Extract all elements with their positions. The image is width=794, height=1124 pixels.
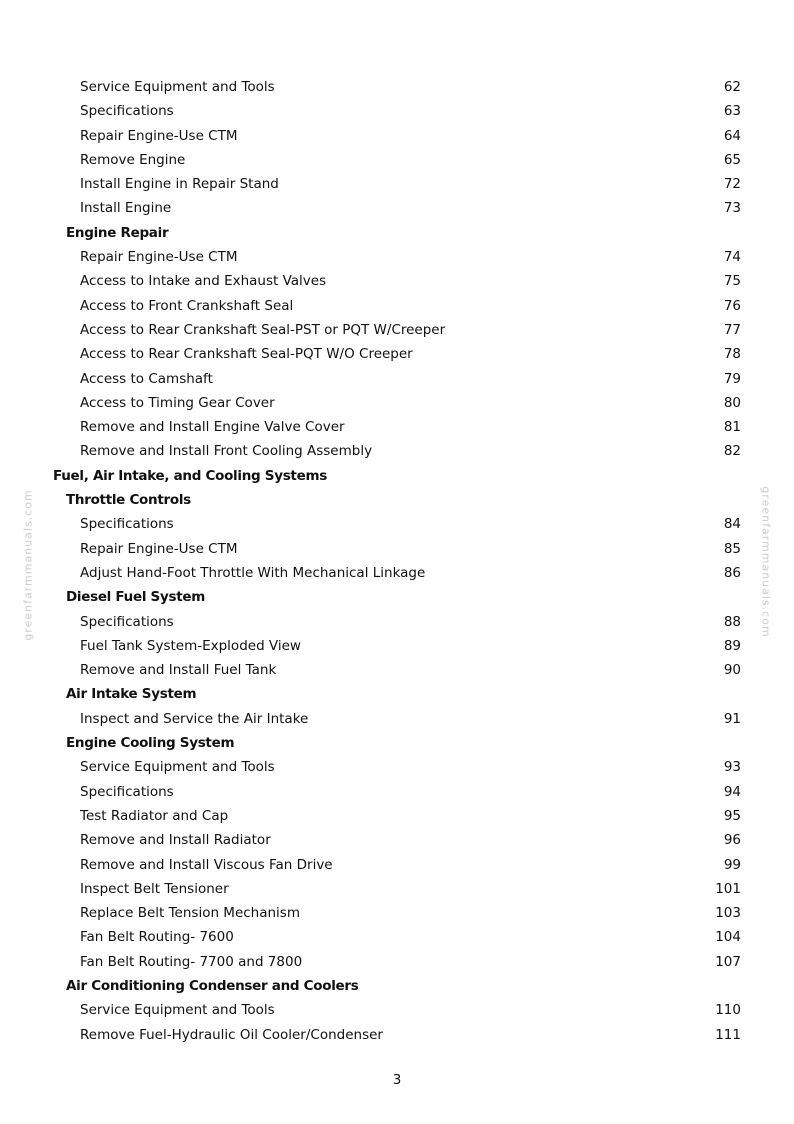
toc-entry-page: 74 bbox=[723, 249, 741, 266]
toc-entry-page: 79 bbox=[723, 370, 741, 387]
toc-entry[interactable] bbox=[0, 391, 794, 415]
toc-entry-label: Access to Rear Crankshaft Seal-PQT W/O Creeper bbox=[80, 346, 413, 363]
toc-entry[interactable] bbox=[0, 512, 794, 536]
toc-entry-page: 85 bbox=[723, 540, 741, 557]
toc-entry-label: Remove and Install Front Cooling Assembly bbox=[80, 443, 373, 460]
toc-entry-page: 91 bbox=[723, 710, 741, 727]
toc-entry-page: 63 bbox=[723, 103, 741, 120]
toc-entry-page: 86 bbox=[723, 564, 741, 581]
toc-entry-label: Install Engine in Repair Stand bbox=[80, 176, 279, 193]
toc-entry-label: Service Equipment and Tools bbox=[80, 759, 275, 776]
page-number: 3 bbox=[392, 1072, 402, 1088]
toc-entry-label: Fan Belt Routing- 7600 bbox=[80, 929, 234, 946]
toc-entry-label: Specifications bbox=[80, 103, 174, 120]
toc-entry[interactable] bbox=[0, 755, 794, 779]
toc-entry[interactable] bbox=[0, 780, 794, 804]
toc-entry[interactable] bbox=[0, 998, 794, 1022]
toc-entry-page: 104 bbox=[715, 929, 741, 946]
toc-entry-label: Replace Belt Tension Mechanism bbox=[80, 905, 300, 922]
toc-entry-page: 101 bbox=[715, 880, 741, 897]
toc-entry[interactable] bbox=[0, 196, 794, 220]
toc-entry-page: 72 bbox=[723, 176, 741, 193]
toc-entry-page: 110 bbox=[715, 1002, 741, 1019]
toc-entry-label: Access to Timing Gear Cover bbox=[80, 394, 275, 411]
toc-entry[interactable] bbox=[0, 294, 794, 318]
toc-entry[interactable] bbox=[0, 853, 794, 877]
toc-entry-label: Specifications bbox=[80, 783, 174, 800]
toc-entry-page: 64 bbox=[723, 127, 741, 144]
toc-entry-page: 75 bbox=[723, 273, 741, 290]
toc-entry-label: Fan Belt Routing- 7700 and 7800 bbox=[80, 953, 303, 970]
toc-entry-label: Throttle Controls bbox=[66, 492, 191, 509]
watermark-left: greenfarmmanuals.com bbox=[21, 489, 35, 641]
toc-subsection-heading bbox=[0, 221, 794, 245]
toc-entry-page: 62 bbox=[723, 79, 741, 95]
toc-entry[interactable] bbox=[0, 99, 794, 123]
toc-entry-page: 88 bbox=[723, 613, 741, 630]
toc-entry[interactable] bbox=[0, 950, 794, 974]
toc-entry-label: Repair Engine-Use CTM bbox=[80, 249, 238, 266]
toc-entry[interactable] bbox=[0, 245, 794, 269]
toc-subsection-heading bbox=[0, 682, 794, 706]
toc-entry[interactable] bbox=[0, 75, 794, 99]
toc-entry-page: 93 bbox=[723, 759, 741, 776]
toc-entry-page: 82 bbox=[723, 443, 741, 460]
toc-subsection-heading bbox=[0, 731, 794, 755]
toc-entry[interactable] bbox=[0, 439, 794, 463]
toc-entry-page: 94 bbox=[723, 783, 741, 800]
toc-entry-label: Adjust Hand-Foot Throttle With Mechanical Linkage bbox=[80, 564, 426, 581]
toc-entry[interactable] bbox=[0, 1023, 794, 1047]
toc-entry[interactable] bbox=[0, 124, 794, 148]
toc-entry-label: Remove and Install Viscous Fan Drive bbox=[80, 856, 333, 873]
toc-subsection-heading bbox=[0, 974, 794, 998]
toc-entry[interactable] bbox=[0, 415, 794, 439]
toc-entry-page: 76 bbox=[723, 297, 741, 314]
toc-entry[interactable] bbox=[0, 367, 794, 391]
toc-entry-label: Engine Repair bbox=[66, 224, 169, 241]
toc-entry-label: Access to Rear Crankshaft Seal-PST or PQT W/Creeper bbox=[80, 321, 446, 338]
toc-entry-page: 103 bbox=[715, 905, 741, 922]
toc-entry-page: 95 bbox=[723, 807, 741, 824]
toc-entry[interactable] bbox=[0, 707, 794, 731]
toc-entry-label: Repair Engine-Use CTM bbox=[80, 127, 238, 144]
toc-entry[interactable] bbox=[0, 561, 794, 585]
toc-entry-page: 107 bbox=[715, 953, 741, 970]
toc-entry[interactable] bbox=[0, 610, 794, 634]
toc-entry-label: Remove Fuel-Hydraulic Oil Cooler/Condenser bbox=[80, 1026, 383, 1043]
toc-subsection-heading bbox=[0, 488, 794, 512]
toc-section-heading bbox=[0, 464, 794, 488]
toc-entry[interactable] bbox=[0, 658, 794, 682]
toc-entry-label: Air Conditioning Condenser and Coolers bbox=[66, 977, 359, 994]
toc-entry-page: 81 bbox=[723, 419, 741, 436]
toc-entry-label: Inspect and Service the Air Intake bbox=[80, 710, 309, 727]
toc-entry-label: Remove and Install Fuel Tank bbox=[80, 662, 277, 679]
toc-entry-page: 80 bbox=[723, 394, 741, 411]
toc-entry-label: Diesel Fuel System bbox=[66, 589, 205, 606]
toc-entry-page: 77 bbox=[723, 321, 741, 338]
toc-entry[interactable] bbox=[0, 172, 794, 196]
toc-entry-page: 65 bbox=[723, 151, 741, 168]
table-of-contents bbox=[0, 75, 794, 1047]
toc-entry-label: Air Intake System bbox=[66, 686, 197, 703]
toc-entry-page: 96 bbox=[723, 832, 741, 849]
toc-entry-label: Specifications bbox=[80, 516, 174, 533]
toc-entry-label: Inspect Belt Tensioner bbox=[80, 880, 229, 897]
toc-entry-label: Remove and Install Radiator bbox=[80, 832, 271, 849]
toc-entry[interactable] bbox=[0, 804, 794, 828]
toc-entry[interactable] bbox=[0, 828, 794, 852]
toc-entry-label: Remove and Install Engine Valve Cover bbox=[80, 419, 345, 436]
toc-entry-label: Engine Cooling System bbox=[66, 735, 235, 752]
toc-entry[interactable] bbox=[0, 877, 794, 901]
toc-entry[interactable] bbox=[0, 148, 794, 172]
toc-entry[interactable] bbox=[0, 925, 794, 949]
toc-entry-page: 111 bbox=[715, 1026, 741, 1043]
toc-entry-label: Test Radiator and Cap bbox=[80, 807, 229, 824]
toc-entry-page: 73 bbox=[723, 200, 741, 217]
toc-entry-page: 84 bbox=[723, 516, 741, 533]
toc-entry-label: Access to Front Crankshaft Seal bbox=[80, 297, 294, 314]
toc-entry[interactable] bbox=[0, 269, 794, 293]
toc-subsection-heading bbox=[0, 585, 794, 609]
watermark-right: greenfarmmanuals.com bbox=[759, 486, 773, 638]
toc-entry-label: Specifications bbox=[80, 613, 174, 630]
toc-entry[interactable] bbox=[0, 342, 794, 366]
toc-entry-page: 90 bbox=[723, 662, 741, 679]
toc-entry-label: Install Engine bbox=[80, 200, 172, 217]
toc-entry[interactable] bbox=[0, 318, 794, 342]
toc-entry[interactable] bbox=[0, 901, 794, 925]
toc-entry-label: Access to Camshaft bbox=[80, 370, 213, 387]
toc-entry[interactable] bbox=[0, 634, 794, 658]
toc-entry-label: Remove Engine bbox=[80, 151, 186, 168]
toc-entry-page: 99 bbox=[723, 856, 741, 873]
toc-entry[interactable] bbox=[0, 537, 794, 561]
toc-entry-label: Service Equipment and Tools bbox=[80, 1002, 275, 1019]
toc-entry-label: Fuel Tank System-Exploded View bbox=[80, 637, 301, 654]
toc-entry-label: Fuel, Air Intake, and Cooling Systems bbox=[53, 467, 327, 484]
toc-entry-label: Service Equipment and Tools bbox=[80, 79, 275, 95]
toc-entry-label: Access to Intake and Exhaust Valves bbox=[80, 273, 327, 290]
toc-entry-page: 89 bbox=[723, 637, 741, 654]
toc-entry-label: Repair Engine-Use CTM bbox=[80, 540, 238, 557]
toc-entry-page: 78 bbox=[723, 346, 741, 363]
